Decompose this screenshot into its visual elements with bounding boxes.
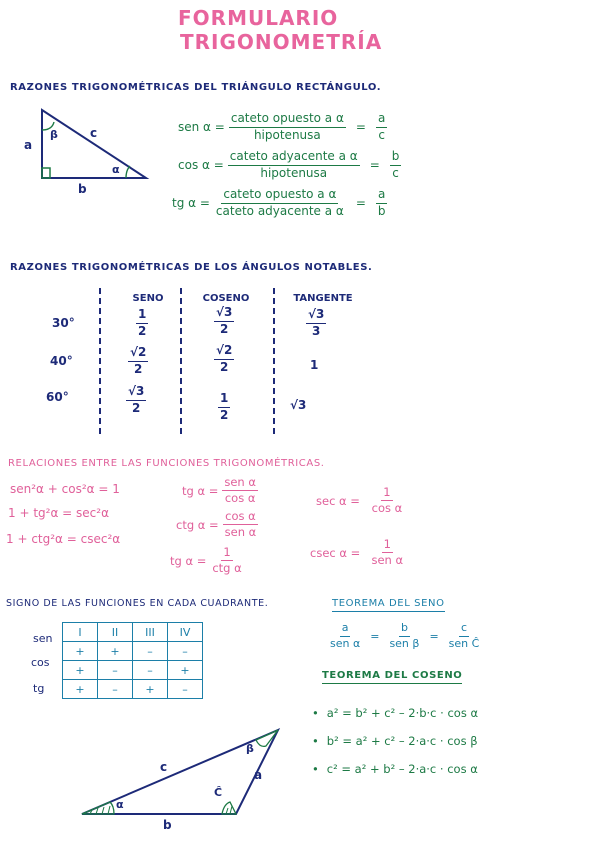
seno-term-a-num: a — [340, 622, 351, 637]
csec-num: 1 — [382, 538, 393, 553]
quadrant-III: III — [133, 623, 168, 642]
sign-cell: + — [133, 680, 168, 699]
page-title-line2: TRIGONOMETRÍA — [180, 30, 383, 54]
section4-heading: SIGNO DE LAS FUNCIONES EN CADA CUADRANTE. — [6, 598, 269, 609]
coseno-theorem-heading: TEOREMA DEL COSENO — [322, 670, 462, 684]
tg-quotient — [182, 476, 260, 505]
tg-short-denominator: b — [377, 203, 386, 218]
angle-60: 60° — [46, 390, 69, 404]
sign-cell: – — [133, 642, 168, 661]
seno-term-a-den: sen α — [330, 636, 361, 650]
cos-equals: = — [369, 158, 380, 173]
sign-cell: + — [168, 661, 203, 680]
sign-cell: – — [133, 661, 168, 680]
quadrant-sign-table — [62, 622, 203, 699]
sen-definition — [178, 112, 389, 143]
bullet: • — [312, 734, 319, 748]
sign-cell: – — [98, 661, 133, 680]
seno-term-c-den: sen Ĉ — [448, 636, 480, 650]
cos40-num: √2 — [214, 344, 234, 360]
tg-quotient-lhs: tg α = — [182, 483, 219, 498]
sign-cell: + — [63, 680, 98, 699]
ctg-quotient — [176, 510, 260, 539]
cos30-den: 2 — [220, 321, 229, 336]
seno-theorem-formula — [326, 622, 483, 650]
sign-cell: + — [98, 642, 133, 661]
tan40-value: 1 — [310, 358, 319, 372]
sen-equals: = — [355, 120, 366, 135]
coseno-formula-3-text: c² = a² + b² – 2·a·c · cos α — [326, 762, 478, 776]
coseno-formula-2 — [312, 734, 478, 748]
seno-term-b-den: sen β — [389, 636, 420, 650]
cos-short-numerator: b — [390, 150, 402, 166]
sec-num: 1 — [381, 486, 392, 501]
section3-heading: RELACIONES ENTRE LAS FUNCIONES TRIGONOMÉTRICAS. — [8, 458, 325, 469]
triangle2-angle-c: Ĉ — [214, 786, 223, 799]
tg-numerator: cateto opuesto a α — [221, 188, 338, 204]
column-header-coseno: COSENO — [202, 293, 250, 304]
page-title-line1: FORMULARIO — [178, 6, 339, 30]
column-header-seno: SENO — [132, 293, 164, 304]
csec-definition — [310, 538, 412, 567]
tan60-value: √3 — [290, 398, 307, 412]
row-label-tg: tg — [33, 682, 45, 695]
cos-lhs: cos α = — [178, 158, 224, 173]
angle-40: 40° — [50, 354, 73, 368]
cos30-fraction — [214, 306, 234, 337]
quadrant-header-row — [63, 623, 203, 642]
sen-lhs: sen α = — [178, 120, 225, 135]
tg-definition — [172, 188, 390, 219]
bullet: • — [312, 706, 319, 720]
row-label-sen: sen — [33, 632, 53, 645]
sen30-den: 2 — [138, 323, 147, 338]
cos40-den: 2 — [220, 359, 229, 374]
sec-lhs: sec α = — [316, 493, 360, 508]
identity-cotangent-cosecant: 1 + ctg²α = csec²α — [6, 532, 121, 546]
quadrant-II: II — [98, 623, 133, 642]
row-label-cos: cos — [31, 656, 50, 669]
cos-denominator: hipotenusa — [260, 165, 328, 180]
tg-reciprocal-den: ctg α — [212, 561, 242, 576]
cos-definition — [178, 150, 403, 181]
sen-numerator: cateto opuesto a α — [229, 112, 346, 128]
cos30-num: √3 — [214, 306, 234, 322]
quadrant-IV: IV — [168, 623, 203, 642]
sec-definition — [316, 486, 412, 515]
coseno-formula-1-text: a² = b² + c² – 2·b·c · cos α — [326, 706, 479, 720]
sign-cell: – — [168, 680, 203, 699]
sign-cell: + — [63, 661, 98, 680]
triangle2-angle-beta: β — [246, 742, 254, 755]
sign-cell: + — [63, 642, 98, 661]
sign-row-sen — [63, 642, 203, 661]
tg-reciprocal-fraction — [210, 546, 243, 575]
notable-table-divider-1 — [99, 288, 101, 434]
tg-short-numerator: a — [376, 188, 387, 204]
sign-cell: – — [168, 642, 203, 661]
notable-table-divider-2 — [180, 288, 182, 434]
coseno-formula-3 — [312, 762, 478, 776]
sen-long-fraction — [229, 112, 346, 143]
seno-equals-1: = — [370, 629, 380, 643]
seno-equals-2: = — [429, 629, 439, 643]
cos-short-denominator: c — [392, 165, 399, 180]
triangle-side-b: b — [78, 182, 87, 196]
tg-long-fraction — [214, 188, 346, 219]
tg-short-fraction — [376, 188, 388, 219]
sec-fraction — [364, 486, 410, 515]
tg-reciprocal-lhs: tg α = — [170, 553, 207, 568]
triangle2-angle-alpha: α — [116, 798, 124, 811]
cos60-fraction — [218, 392, 230, 423]
cos40-fraction — [214, 344, 234, 375]
notable-table-divider-3 — [273, 288, 275, 434]
tg-lhs: tg α = — [172, 196, 210, 211]
csec-fraction — [364, 538, 410, 567]
ctg-quotient-num: cos α — [223, 510, 258, 525]
cos-long-fraction — [228, 150, 360, 181]
coseno-formula-2-text: b² = a² + c² – 2·a·c · cos β — [326, 734, 478, 748]
tg-equals: = — [355, 196, 366, 211]
cos-numerator: cateto adyacente a α — [228, 150, 360, 166]
sign-cell: – — [98, 680, 133, 699]
sen40-num: √2 — [128, 346, 148, 362]
seno-term-b-num: b — [399, 622, 410, 637]
right-triangle-diagram — [30, 100, 160, 200]
sen60-num: √3 — [126, 385, 146, 401]
quadrant-I: I — [63, 623, 98, 642]
sign-row-tg — [63, 680, 203, 699]
sen-short-fraction — [376, 112, 387, 143]
sen60-fraction — [126, 385, 146, 416]
ctg-quotient-den: sen α — [224, 525, 257, 540]
seno-term-a — [328, 622, 362, 650]
tg-quotient-fraction — [222, 476, 258, 505]
tan30-fraction — [306, 308, 326, 339]
sen30-fraction — [136, 308, 148, 339]
identity-pythagoras: sen²α + cos²α = 1 — [10, 482, 120, 496]
csec-den: sen α — [371, 553, 404, 568]
tan30-den: 3 — [312, 323, 321, 338]
column-header-tangente: TANGENTE — [293, 293, 353, 304]
sen60-den: 2 — [132, 400, 141, 415]
ctg-quotient-fraction — [223, 510, 259, 539]
sign-row-cos — [63, 661, 203, 680]
sec-den: cos α — [371, 501, 403, 516]
tan30-num: √3 — [306, 308, 326, 324]
ctg-quotient-lhs: ctg α = — [176, 517, 219, 532]
tg-reciprocal-num: 1 — [221, 546, 232, 561]
csec-lhs: csec α = — [310, 545, 361, 560]
cos60-den: 2 — [220, 407, 229, 422]
seno-term-b — [387, 622, 421, 650]
sen-denominator: hipotenusa — [253, 127, 321, 142]
identity-tangent-secant: 1 + tg²α = sec²α — [8, 506, 109, 520]
section2-heading: RAZONES TRIGONOMÉTRICAS DE LOS ÁNGULOS NOTABLES. — [10, 262, 373, 273]
sen-short-denominator: c — [378, 127, 385, 142]
tg-reciprocal — [170, 546, 246, 575]
triangle-angle-beta: β — [50, 128, 58, 141]
tg-quotient-den: cos α — [224, 491, 256, 506]
triangle-angle-alpha: α — [112, 163, 120, 176]
seno-term-c-num: c — [459, 622, 469, 637]
sen-short-numerator: a — [376, 112, 387, 128]
coseno-formula-1 — [312, 706, 478, 720]
triangle2-side-b: b — [163, 818, 172, 832]
cos60-num: 1 — [218, 392, 230, 408]
triangle2-side-c: c — [160, 760, 168, 774]
angle-30: 30° — [52, 316, 75, 330]
triangle2-side-a: a — [254, 768, 263, 782]
triangle-side-c: c — [90, 126, 98, 140]
seno-theorem-heading: TEOREMA DEL SENO — [332, 598, 445, 612]
cos-short-fraction — [390, 150, 402, 181]
seno-term-c — [447, 622, 482, 650]
bullet: • — [312, 762, 319, 776]
sen40-fraction — [128, 346, 148, 377]
triangle-side-a: a — [24, 138, 33, 152]
tg-denominator: cateto adyacente a α — [215, 203, 344, 218]
section1-heading: RAZONES TRIGONOMÉTRICAS DEL TRIÁNGULO RECTÁNGULO. — [10, 82, 382, 93]
sen30-num: 1 — [136, 308, 148, 324]
sen40-den: 2 — [134, 361, 143, 376]
tg-quotient-num: sen α — [222, 476, 258, 491]
